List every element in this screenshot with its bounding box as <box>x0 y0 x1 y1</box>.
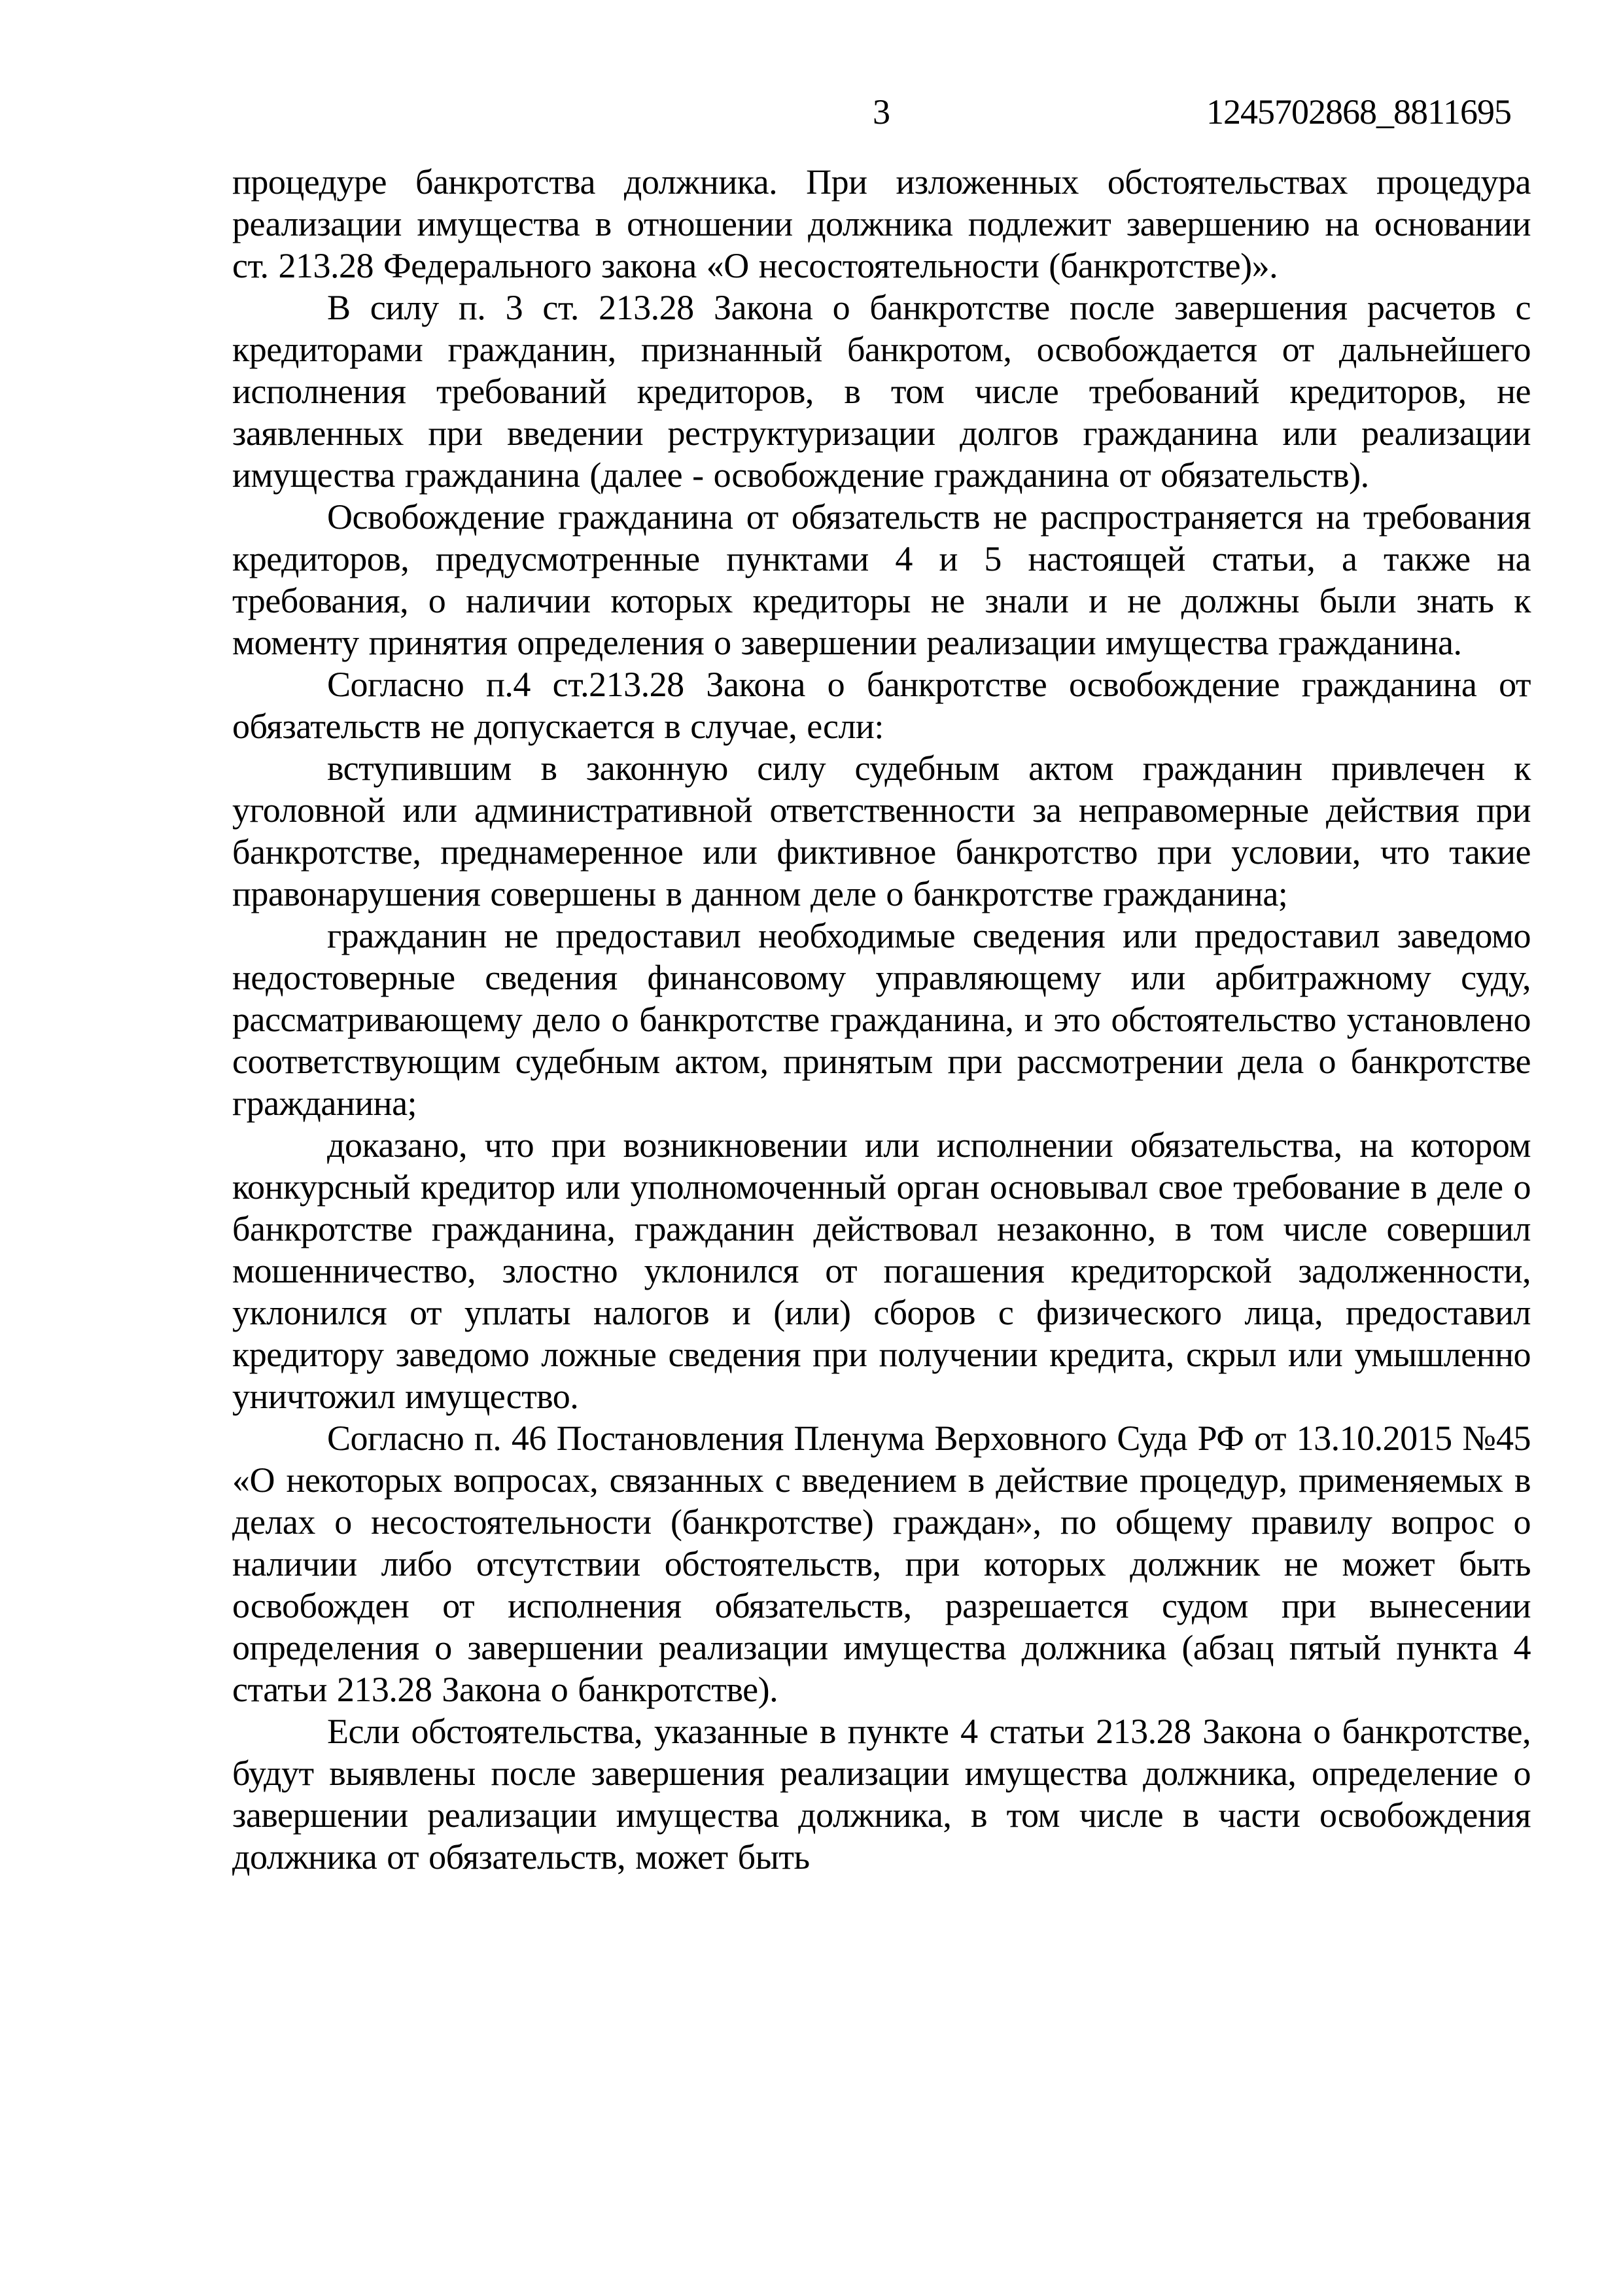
paragraph: В силу п. 3 ст. 213.28 Закона о банкротстве после завершения расчетов с кредиторами гражданин, признанный банкротом, освобождается от дальнейшего исполнения требований кредиторов, в том числе требований кредиторов, не заявленных при введении реструктуризации долгов гражданина или реализации имущества гражданина (далее - освобождение гражданина от обязательств). <box>232 288 1531 495</box>
paragraph: Освобождение гражданина от обязательств не распространяется на требования кредиторов, предусмотренные пунктами 4 и 5 настоящей статьи, а также на требования, о наличии которых кредиторы не знали и не должны были знать к моменту принятия определения о завершении реализации имущества гражданина. <box>232 497 1531 662</box>
page-number: 3 <box>873 92 890 132</box>
paragraph-cutoff: Если обстоятельства, указанные в пункте 4 статьи 213.28 Закона о банкротстве, будут выявлены после завершения реализации имущества должника, определение о завершении реализации имущества должника, в том числе в части освобождения должника от обязательств, может быть <box>232 1712 1531 1877</box>
paragraph: Согласно п.4 ст.213.28 Закона о банкротстве освобождение гражданина от обязательств не допускается в случае, если: <box>232 665 1531 746</box>
document-id: 1245702868_8811695 <box>1206 92 1511 132</box>
page-header <box>232 93 1531 139</box>
paragraph-continuation: процедуре банкротства должника. При изложенных обстоятельствах процедура реализации имущества в отношении должника подлежит завершению на основании ст. 213.28 Федерального закона «О несостоятельности (банкротстве)». <box>232 162 1531 285</box>
paragraph: Согласно п. 46 Постановления Пленума Верховного Суда РФ от 13.10.2015 №45 «О некоторых вопросах, связанных с введением в действие процедур, применяемых в делах о несостоятельности (банкротстве) граждан», по общему правилу вопрос о наличии либо отсутствии обстоятельств, при которых должник не может быть освобожден от исполнения обязательств, разрешается судом при вынесении определения о завершении реализации имущества должника (абзац пятый пункта 4 статьи 213.28 Закона о банкротстве). <box>232 1419 1531 1709</box>
paragraph: гражданин не предоставил необходимые сведения или предоставил заведомо недостоверные сведения финансовому управляющему или арбитражному суду, рассматривающему дело о банкротстве гражданина, и это обстоятельство установлено соответствующим судебным актом, принятым при рассмотрении дела о банкротстве гражданина; <box>232 916 1531 1123</box>
paragraph: вступившим в законную силу судебным актом гражданин привлечен к уголовной или административной ответственности за неправомерные действия при банкротстве, преднамеренное или фиктивное банкротство при условии, что такие правонарушения совершены в данном деле о банкротстве гражданина; <box>232 749 1531 913</box>
paragraph: доказано, что при возникновении или исполнении обязательства, на котором конкурсный кредитор или уполномоченный орган основывал свое требование в деле о банкротстве гражданина, гражданин действовал незаконно, в том числе совершил мошенничество, злостно уклонился от погашения кредиторской задолженности, уклонился от уплаты налогов и (или) сборов с физического лица, предоставил кредитору заведомо ложные сведения при получении кредита, скрыл или умышленно уничтожил имущество. <box>232 1125 1531 1416</box>
document-body <box>232 161 1531 1878</box>
